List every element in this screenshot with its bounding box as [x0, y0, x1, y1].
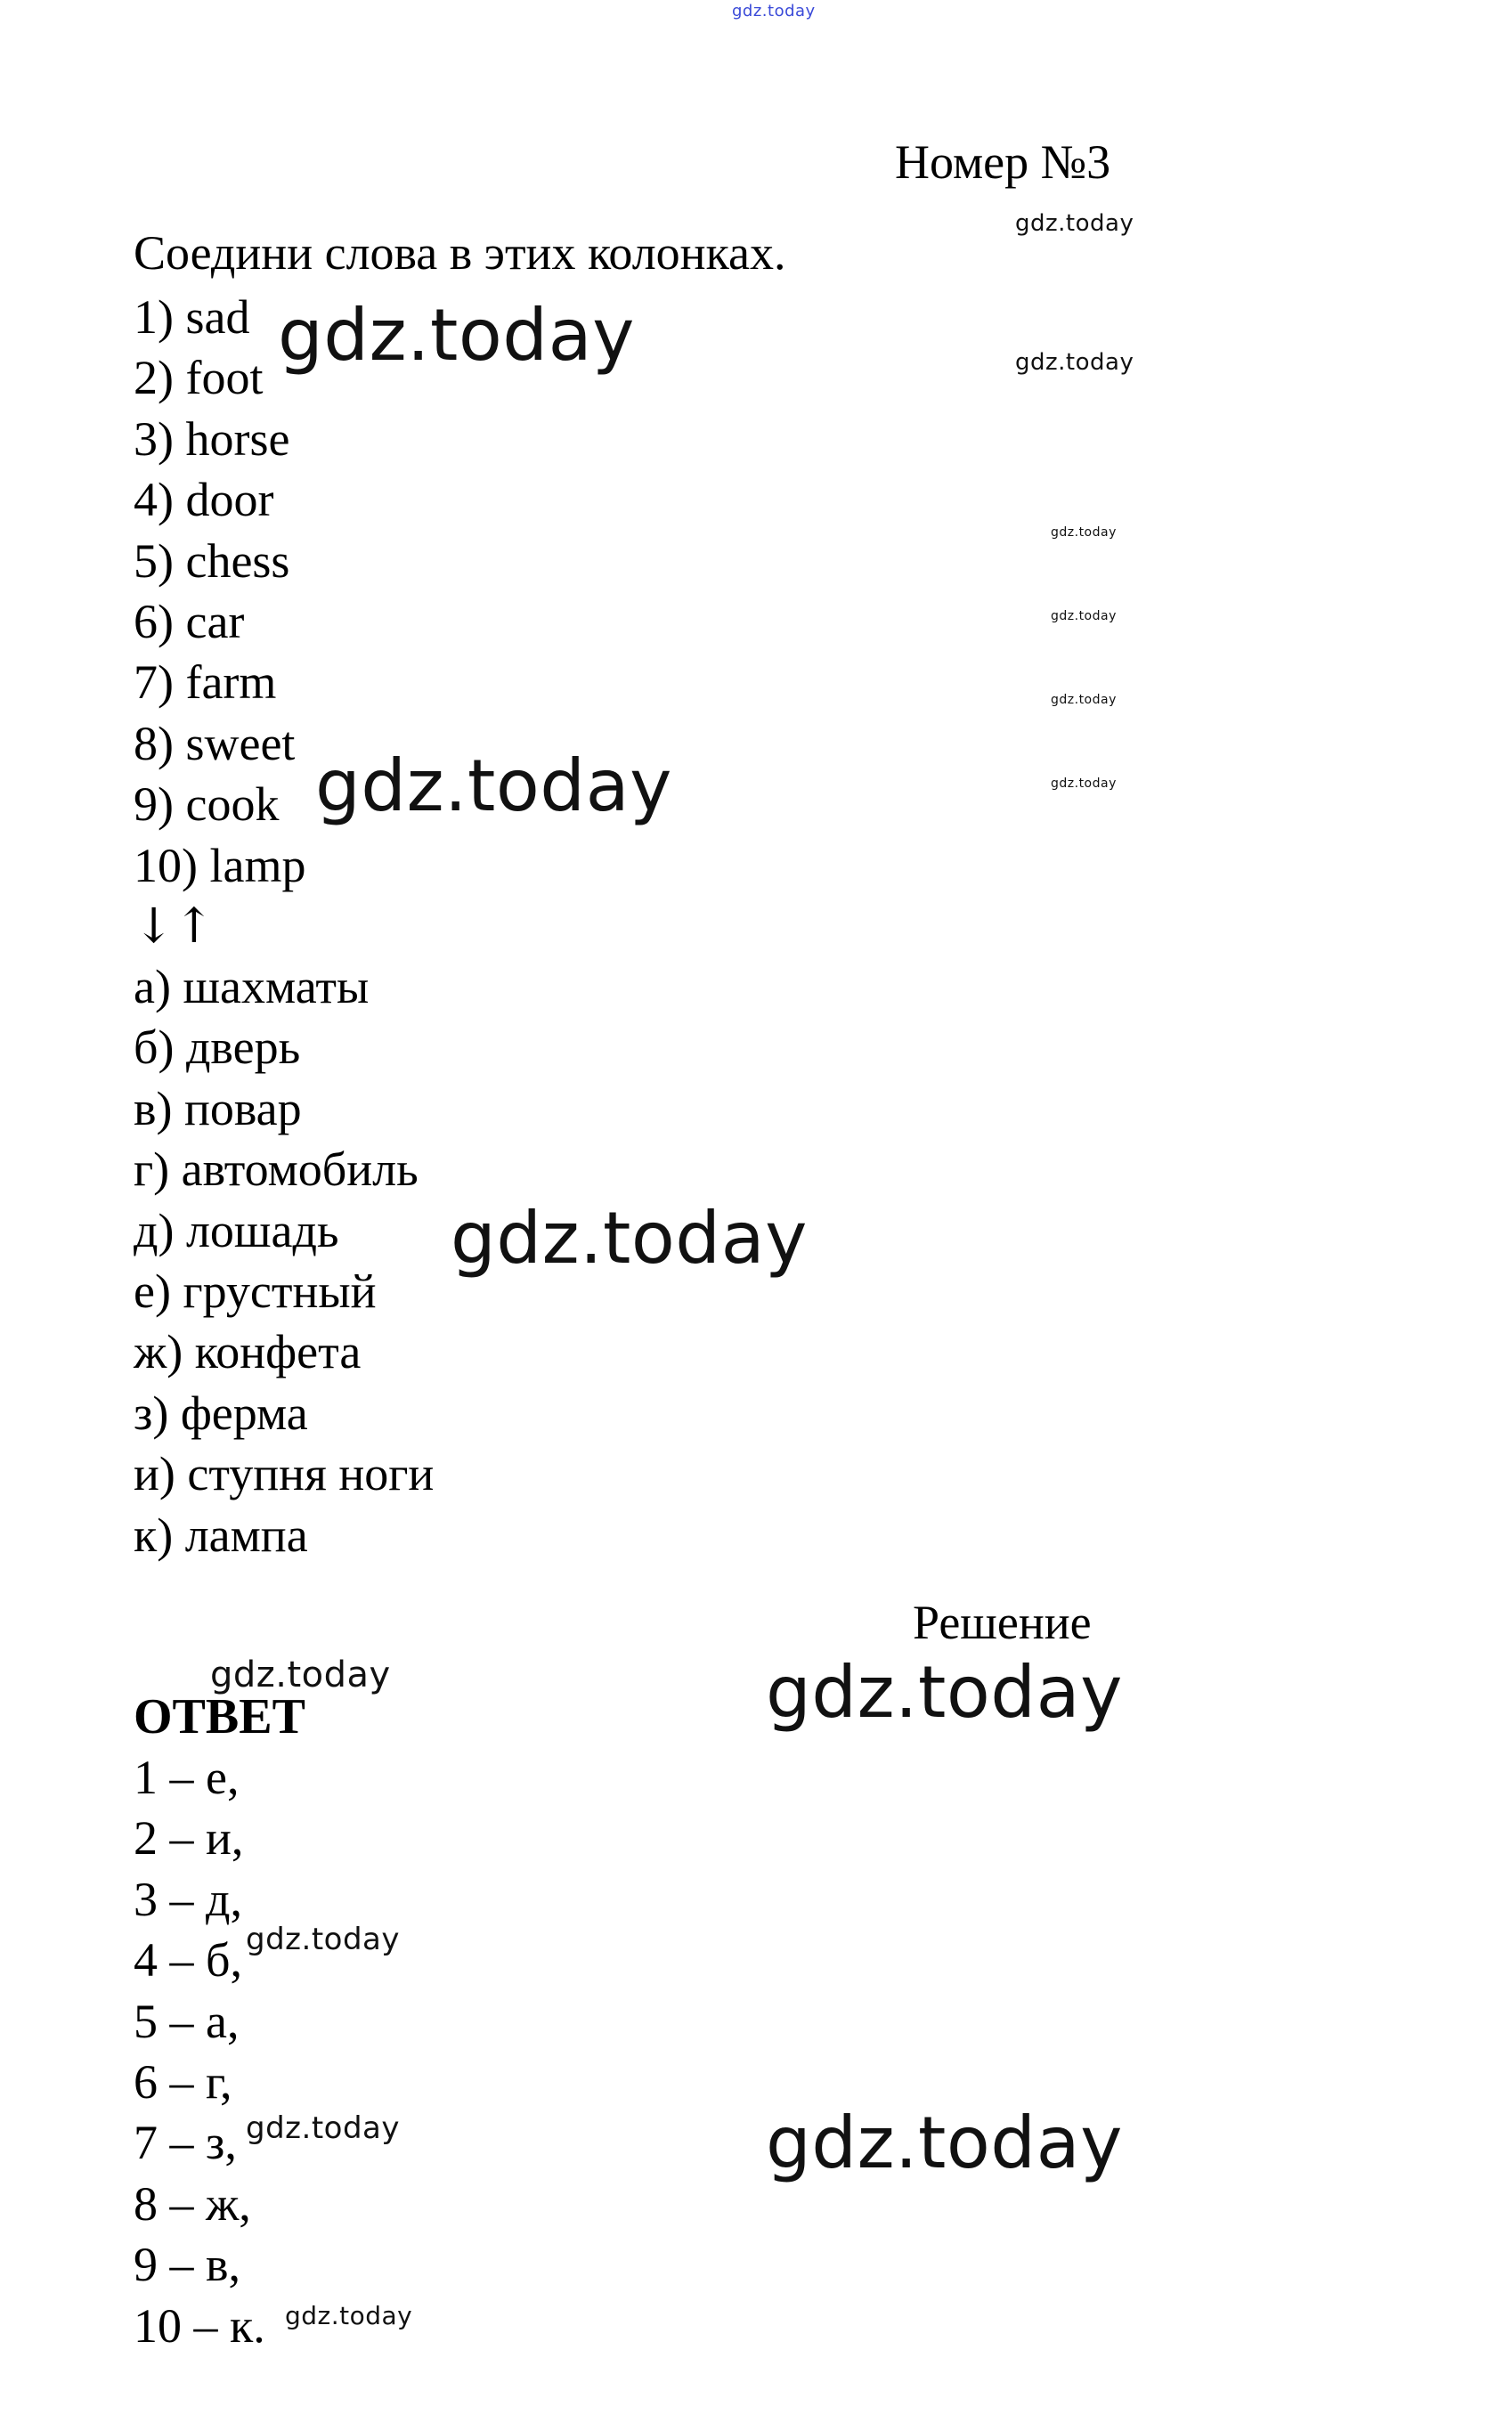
list-item: 10) lamp — [134, 838, 306, 892]
list-item: 3) horse — [134, 411, 290, 466]
english-word-list — [134, 287, 305, 896]
list-item: е) грустный — [134, 1264, 377, 1318]
answer-heading: ОТВЕТ — [134, 1689, 305, 1744]
list-item: 3 – д, — [134, 1872, 242, 1926]
list-item: з) ферма — [134, 1386, 308, 1440]
list-item: 5) chess — [134, 533, 290, 588]
list-item: 2 – и, — [134, 1811, 244, 1866]
watermark: gdz.today — [210, 1655, 391, 1695]
list-item: 5 – а, — [134, 1994, 240, 2048]
watermark: gdz.today — [1051, 609, 1117, 623]
list-item: 4) door — [134, 473, 274, 527]
answer-list — [134, 1747, 265, 2356]
list-item: 9 – в, — [134, 2238, 240, 2292]
watermark: gdz.today — [1051, 693, 1117, 707]
list-item: а) шахматы — [134, 960, 370, 1013]
list-item: 2) foot — [134, 351, 264, 405]
list-item: 1) sad — [134, 290, 250, 344]
watermark: gdz.today — [1015, 349, 1134, 376]
list-item: 9) cook — [134, 777, 280, 832]
list-item: в) повар — [134, 1081, 302, 1135]
list-item: 8) sweet — [134, 716, 296, 770]
watermark: gdz.today — [1051, 776, 1117, 791]
list-item: 10 – к. — [134, 2298, 265, 2353]
task-instruction: Соедини слова в этих колонках. — [134, 226, 786, 280]
watermark: gdz.today — [1015, 210, 1134, 237]
russian-word-list — [134, 956, 434, 1565]
watermark: gdz.today — [278, 294, 635, 377]
list-item: 8 – ж, — [134, 2176, 251, 2231]
match-arrows: ↓↑ — [134, 898, 215, 954]
list-item: ж) конфета — [134, 1325, 362, 1379]
solution-heading: Решение — [913, 1596, 1092, 1649]
list-item: к) лампа — [134, 1508, 308, 1562]
watermark: gdz.today — [246, 2110, 400, 2146]
list-item: 4 – б, — [134, 1933, 242, 1988]
watermark: gdz.today — [246, 1922, 400, 1957]
watermark: gdz.today — [1051, 525, 1117, 540]
list-item: 7 – з, — [134, 2116, 237, 2170]
list-item: д) лошадь — [134, 1203, 339, 1257]
list-item: 1 – е, — [134, 1751, 240, 1804]
top-watermark: gdz.today — [732, 2, 816, 20]
watermark: gdz.today — [315, 744, 672, 827]
watermark: gdz.today — [766, 2102, 1123, 2184]
watermark: gdz.today — [451, 1197, 808, 1280]
list-item: 6) car — [134, 594, 245, 648]
page-title: Номер №3 — [895, 135, 1111, 189]
watermark: gdz.today — [285, 2301, 413, 2330]
list-item: г) автомобиль — [134, 1142, 419, 1197]
list-item: 7) farm — [134, 655, 277, 710]
list-item: б) дверь — [134, 1020, 301, 1075]
watermark: gdz.today — [766, 1651, 1123, 1734]
list-item: и) ступня ноги — [134, 1447, 435, 1501]
list-item: 6 – г, — [134, 2054, 232, 2109]
